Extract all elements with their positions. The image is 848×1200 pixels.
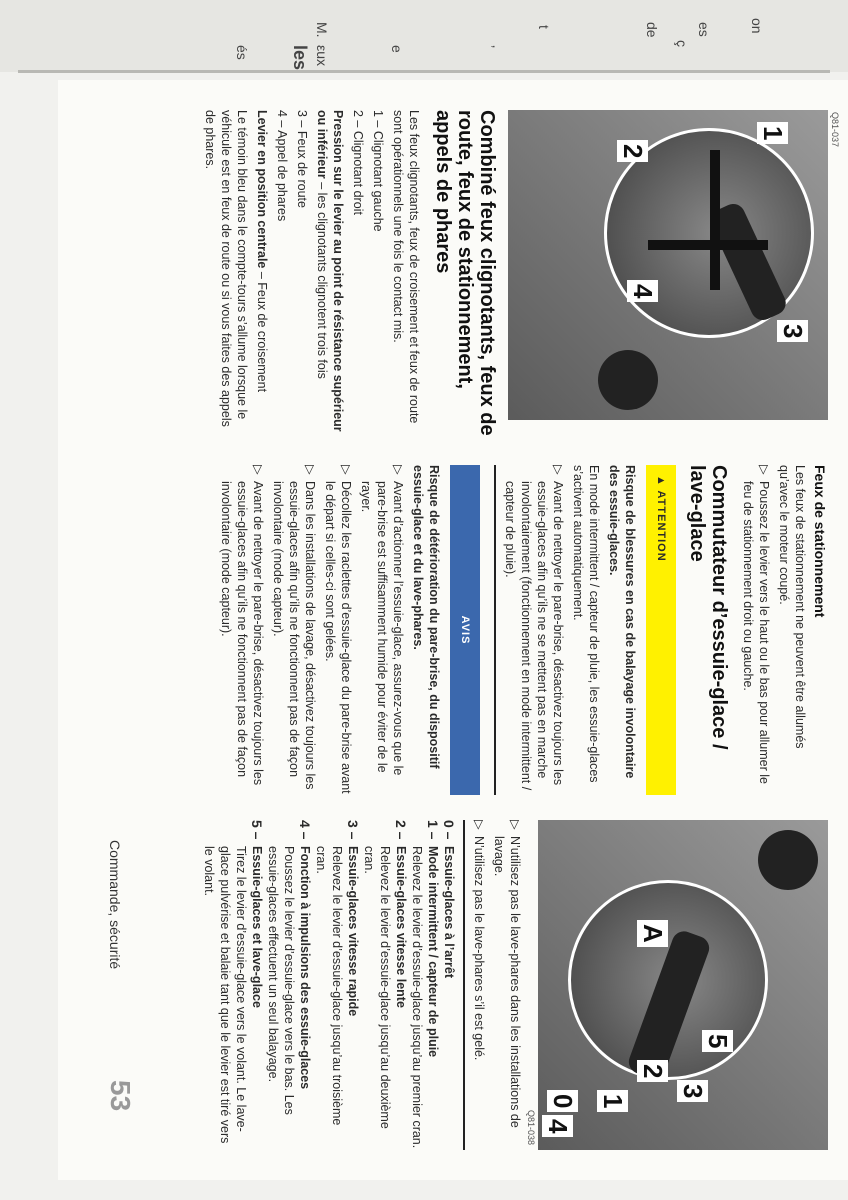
avis-title: Risque de détérioration du pare-brise, du dispositif essuie-glace et du lave-phares. [411, 465, 441, 769]
press-bold: Pression sur le levier au point de résistance supérieur ou inférieur [315, 110, 345, 432]
figure-turn-signal-lever [508, 110, 828, 420]
position-number: 4 – [297, 820, 313, 840]
position-number: 1 – [425, 820, 441, 840]
prev-fragment: on [749, 18, 765, 34]
avis-label: AVIS [459, 615, 471, 645]
avis-action: ▷ Avant d’actionner l’essuie-glace, assurez-vous que le pare-brise est suffisamment humide pour éviter de le rayer. [358, 465, 406, 795]
prev-fragment: es [696, 22, 712, 37]
lights-intro: Les feux clignotants, feux de croisement et feux de route sont opérationnels une fois le contact mis. [391, 110, 421, 424]
attention-banner [646, 465, 676, 795]
position-item [441, 820, 457, 1150]
position-number: 0 – [441, 820, 457, 840]
position-item [265, 820, 313, 1150]
lights-heading: Combiné feux clignotants, feux de route, feux de stationnement, appels de phares [432, 110, 498, 436]
lights-item: 3 – Feux de route [295, 110, 309, 208]
callout-0: 0 [547, 1090, 578, 1112]
divider [494, 465, 496, 795]
position-number: 5 – [249, 820, 265, 840]
callout-4: 4 [627, 280, 658, 302]
callout-3: 3 [677, 1080, 708, 1102]
press-rest: – les clignotants clignotent trois fois [315, 178, 329, 379]
page-gutter [18, 70, 830, 73]
position-number: 3 – [345, 820, 361, 840]
attention-action: ▷ Avant de nettoyer le pare-brise, désactivez toujours les essuie-glaces afin qu’ils ne se mettent pas en marche involontairement (fonctionnement en mode intermittent / capteur de pluie). [502, 465, 566, 795]
attention-label: ATTENTION [655, 490, 667, 562]
wiper-section [214, 465, 828, 795]
porsche-crest-icon [598, 350, 658, 410]
position-title: Essuie-glaces à l’arrêt [442, 846, 456, 979]
lights-item: 1 – Clignotant gauche [371, 110, 385, 232]
prev-fragment: t [536, 25, 552, 29]
lights-item: 2 – Clignotant droit [351, 110, 365, 215]
callout-2: 2 [637, 1060, 668, 1082]
figure-wiper-lever [538, 820, 828, 1150]
prev-fragment: e [389, 45, 405, 53]
manual-page [58, 80, 848, 1180]
wiper-positions [197, 820, 523, 1150]
position-text: Relevez le levier d’essuie-glace jusqu’au premier cran. [410, 846, 424, 1149]
wiper-heading: Commutateur d’essuie-glace / lave-glace [686, 465, 730, 750]
prev-fragment: M. [314, 22, 330, 38]
parking-title: Feux de stationnement [812, 465, 828, 618]
callout-3: 3 [777, 320, 808, 342]
position-text: Tirez le levier d’essuie-glace vers le volant. Le lave-glace pulvérise et balaie tant que le levier est tiré vers le volant. [202, 846, 248, 1144]
position-item [201, 820, 265, 1150]
position-number: 2 – [393, 820, 409, 840]
washer-note: ▷ N’utilisez pas le lave-phares dans les installations de lavage. [491, 820, 523, 1150]
callout-2: 2 [617, 140, 648, 162]
section-footer: Commande, sécurité [107, 840, 123, 970]
position-title: Essuie-glaces vitesse lente [394, 846, 408, 1008]
page-number: 53 [105, 1080, 136, 1112]
position-title: Mode intermittent / capteur de pluie [426, 846, 440, 1058]
divider [463, 820, 465, 1150]
position-item [409, 820, 441, 1150]
position-list [201, 820, 457, 1150]
callout-4: 4 [542, 1115, 573, 1137]
porsche-crest-icon [758, 830, 818, 890]
arrow-up-down [710, 150, 720, 290]
attention-text: En mode intermittent / capteur de pluie, les essuie-glaces s’activent automatiquement. [571, 465, 601, 783]
callout-A: A [637, 920, 668, 947]
avis-action: ▷ Avant de nettoyer le pare-brise, désactivez toujours les essuie-glaces afin qu’ils ne fonctionnent pas de façon involontaire (mode capteur). [218, 465, 266, 795]
washer-note: ▷ N’utilisez pas le lave-phares s’il est gelé. [471, 820, 487, 1150]
position-title: Fonction à impulsions des essuie-glaces [298, 846, 312, 1090]
lights-section [198, 110, 498, 440]
avis-action: ▷ Décollez les raclettes d’essuie-glace du pare-brise avant le départ si celles-ci sont gelées. [322, 465, 354, 795]
position-text: Relevez le levier d’essuie-glace jusqu’au deuxième cran. [362, 846, 392, 1129]
center-paragraph [254, 110, 270, 440]
callout-1: 1 [597, 1090, 628, 1112]
parking-action: ▷ Poussez le levier vers le haut ou le bas pour allumer le feu de stationnement droit ou gauche. [740, 465, 772, 795]
arrow-forward-back [648, 240, 768, 250]
parking-text: Les feux de stationnement ne peuvent être allumés qu’avec le moteur coupé. [777, 465, 807, 749]
prev-fragment: és [234, 45, 250, 60]
center-rest: – Feux de croisement [255, 268, 269, 393]
position-item [313, 820, 361, 1150]
figure-code: Q81-038 [526, 1110, 536, 1146]
warning-triangle-icon: ▲ [655, 475, 667, 487]
figure-code: Q81-037 [830, 112, 840, 148]
prev-fragment: ’ [482, 45, 498, 49]
previous-page-edge [0, 0, 848, 72]
callout-5: 5 [702, 1030, 733, 1052]
lights-item: 4 – Appel de phares [275, 110, 289, 222]
position-text: Poussez le levier d’essuie-glace vers le bas. Les essuie-glaces effectuent un seul balayage. [266, 846, 296, 1115]
prev-fragment: de [644, 22, 660, 38]
position-title: Essuie-glaces vitesse rapide [346, 846, 360, 1017]
position-title: Essuie-glaces et lave-glace [250, 846, 264, 1008]
prev-fragment: εux [314, 45, 330, 67]
position-item [361, 820, 409, 1150]
press-paragraph [314, 110, 346, 440]
avis-banner [450, 465, 480, 795]
prev-fragment: les [290, 45, 310, 71]
prev-fragment: ç [674, 40, 690, 47]
blue-lamp-note: Le témoin bleu dans le compte-tours s’allume lorsque le véhicule est en feux de route ou si vous faites des appels de phares. [203, 110, 249, 427]
center-bold: Levier en position centrale [255, 110, 269, 269]
attention-title: Risque de blessures en cas de balayage involontaire des essuie-glaces. [607, 465, 637, 779]
position-text: Relevez le levier d’essuie-glace jusqu’au troisième cran. [314, 846, 344, 1126]
avis-action: ▷ Dans les installations de lavage, désactivez toujours les essuie-glaces afin qu’ils ne fonctionnent pas de façon involontaire (mode capteur). [270, 465, 318, 795]
callout-1: 1 [757, 122, 788, 144]
